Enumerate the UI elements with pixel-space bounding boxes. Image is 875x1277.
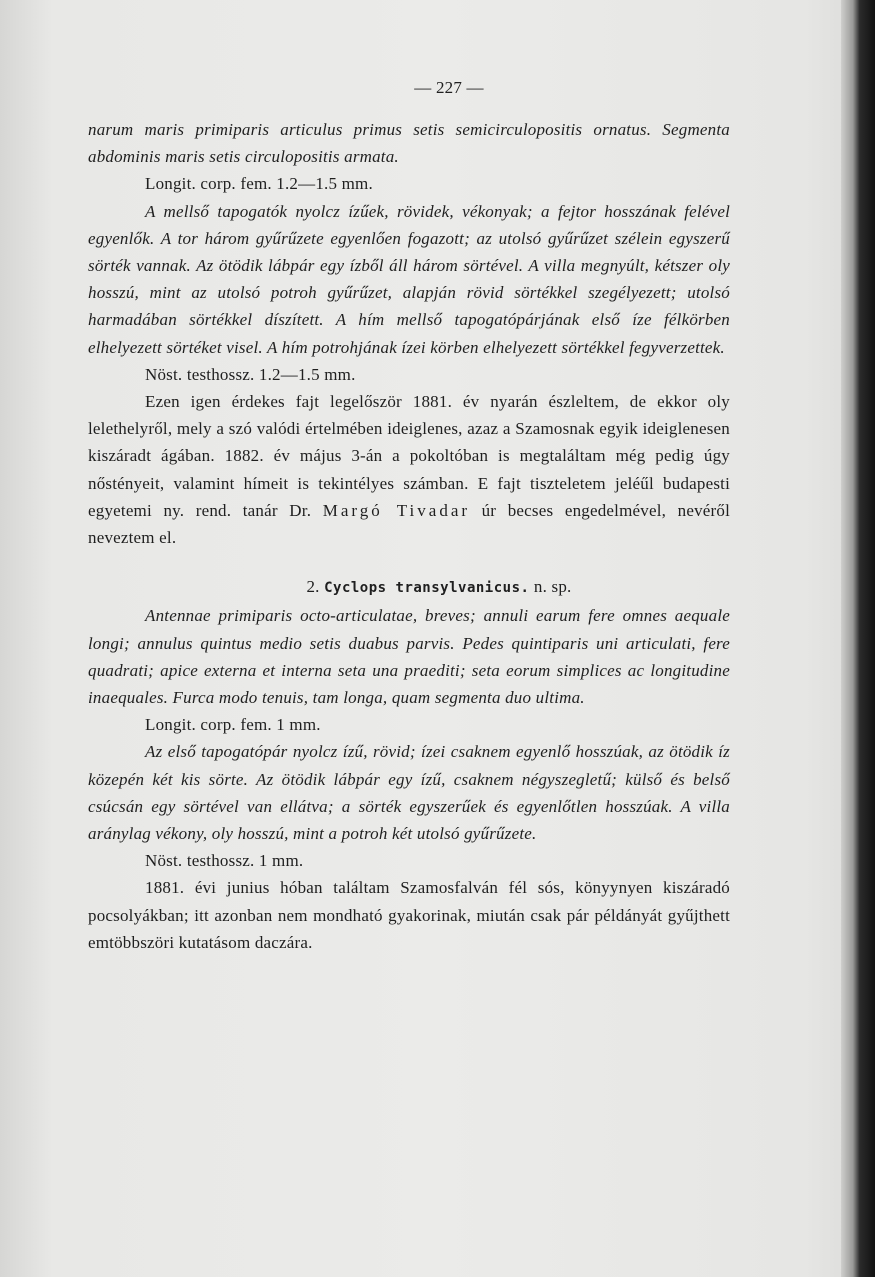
discovery-paragraph bbox=[88, 388, 730, 551]
species-locality-paragraph: 1881. évi junius hóban találtam Szamosfalván fél sós, könyynyen kiszáradó pocsolyákban; itt azonban nem mondható gyakorinak, miután csak pár példányát gyűjthett emtöbbszöri kutatásom daczára. bbox=[88, 878, 730, 952]
female-length-hungarian: Nöst. testhossz. 1.2—1.5 mm. bbox=[145, 364, 356, 384]
species-length-latin: Longit. corp. fem. 1 mm. bbox=[145, 715, 321, 735]
species-heading bbox=[148, 573, 730, 602]
species-hungarian-description: Az első tapogatópár nyolcz ízű, rövid; ízei csaknem egyenlő hosszúak, az ötödik íz közepén két kis sörte. Az ötödik lábpár egy ízű, csaknem négyszegletű; külső és belső csúcsán egy sörtével van ellátva; a sörték egyszerűek és egyenlőtlen hosszúak. A villa aránylag vékony, oly hosszú, mint a potroh két utolsó gyűrűzete. bbox=[88, 742, 730, 844]
species-number: 2. bbox=[306, 577, 320, 597]
species-name: Cyclops transylvanicus. bbox=[324, 580, 530, 597]
hungarian-description: A mellső tapogatók nyolcz ízűek, rövidek, vékonyak; a fejtor hosszának felével egyenlők. A tor három gyűrűzete egyenlően fogazott; az utolsó gyűrűzet szélein egyszerű sörték vannak. Az ötödik lábpár egy ízből áll három sörtével. A villa megnyúlt, kétszer oly hosszú, mint az utolsó potroh gyűrűzet, alapján rövid sörtékkel szegélyezett; utolsó harmadában sörtékkel díszített. A hím mellső tapogatópárjának első íze félkörben elhelyezett sörtéket visel. A hím potrohjának ízei körben elhelyezett sörtékkel fegyverzettek. bbox=[88, 201, 730, 357]
latin-description-continued: narum maris primiparis articulus primus setis semicirculopositis ornatus. Segmenta abdominis maris setis circulopositis armata. bbox=[88, 120, 730, 167]
female-length-latin: Longit. corp. fem. 1.2—1.5 mm. bbox=[145, 174, 373, 194]
book-spine-edge bbox=[841, 0, 875, 1277]
discovery-text-after: úr becses engedelmével, nevéről neveztem el. bbox=[88, 500, 730, 548]
species-length-hungarian: Nöst. testhossz. 1 mm. bbox=[145, 851, 304, 871]
page-content bbox=[88, 74, 730, 956]
dedicatee-name: Margó Tivadar bbox=[322, 500, 471, 520]
latin-diagnosis: Antennae primiparis octo-articulatae, breves; annuli earum fere omnes aequale longi; annulus quintus medio setis duabus parvis. Pedes quintiparis uni articulati, fere quadrati; apice externa et interna seta una praediti; seta eorum simplices ac longitudine inaequales. Furca modo tenuis, tam longa, quam segmenta duo ultima. bbox=[88, 606, 730, 708]
discovery-text-before: Ezen igen érdekes fajt legelőször 1881. év nyarán észleltem, de ekkor oly lelethelyről, mely a szó valódi értelmében ideiglenes, azaz a Szamosnak egyik ideiglenesen kiszáradt ágában. 1882. év május 3-án a pokoltóban is megtaláltam még pedig úgy nőstényeit, valamint hímeit is tekintélyes számban. E fajt tiszteletem jeléűl budapesti egyetemi ny. rend. tanár Dr. bbox=[88, 392, 730, 520]
page-number: — 227 — bbox=[414, 78, 484, 97]
species-new-marker: n. sp. bbox=[533, 577, 572, 597]
